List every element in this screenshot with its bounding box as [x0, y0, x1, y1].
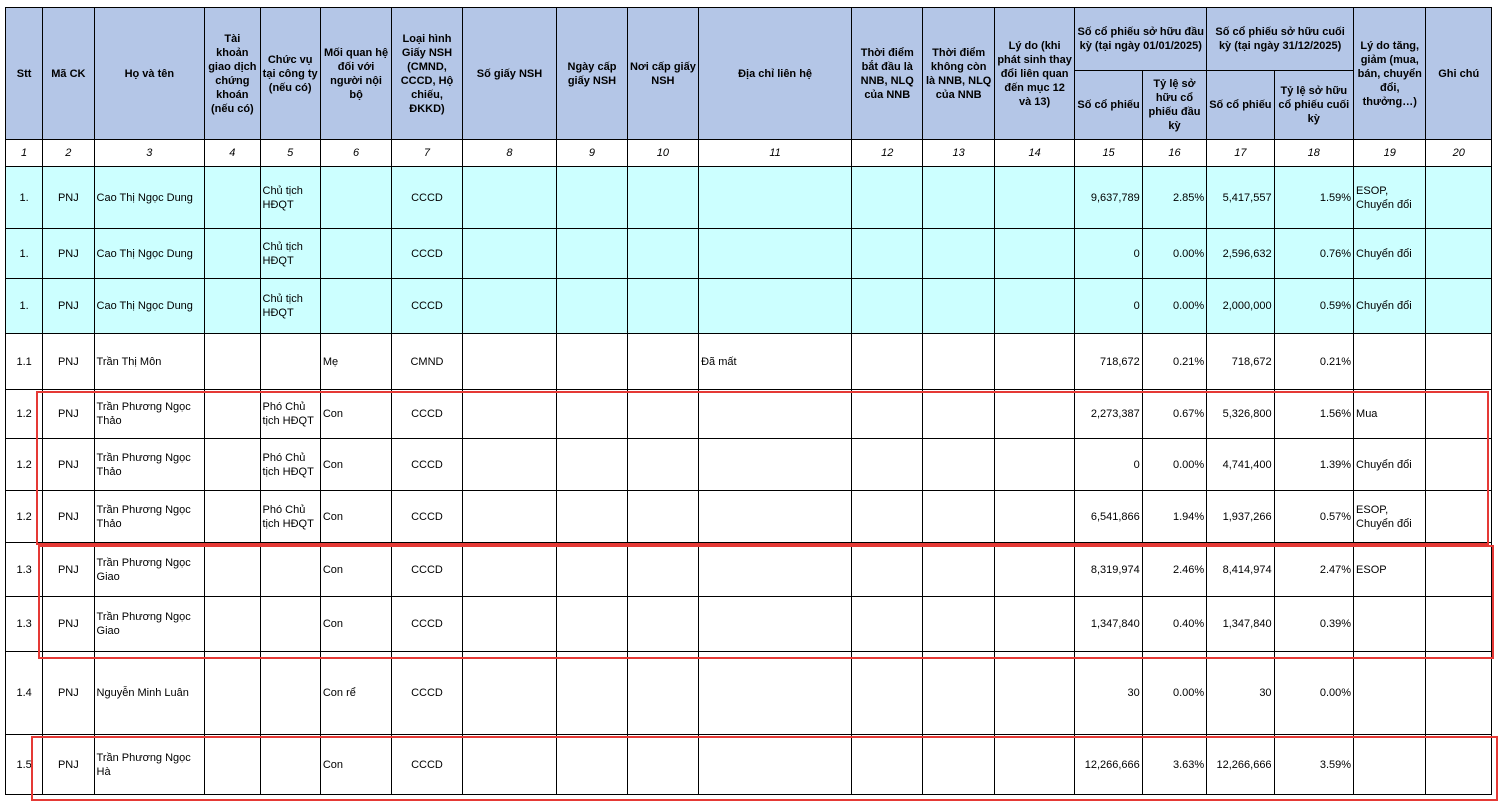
cell-stt: 1. — [6, 229, 43, 279]
cell-tl-dau: 2.46% — [1142, 543, 1206, 597]
cell-kc — [923, 390, 994, 439]
cell-ten: Trần Phương Ngọc Thảo — [94, 439, 205, 491]
cell-lydo — [1354, 735, 1426, 795]
cell-tl-cuoi: 0.57% — [1274, 491, 1353, 543]
column-number-16: 16 — [1142, 140, 1206, 167]
header-thoi-diem-khong-con: Thời điểm không còn là NNB, NLQ của NNB — [923, 8, 994, 140]
table-row — [6, 735, 1492, 795]
cell-cp-cuoi: 30 — [1207, 652, 1274, 735]
header-ho-ten: Họ và tên — [94, 8, 205, 140]
cell-lydo14 — [994, 229, 1074, 279]
cell-lydo: Chuyển đổi — [1354, 229, 1426, 279]
cell-bd — [852, 735, 923, 795]
table-row — [6, 279, 1492, 334]
cell-chucvu — [260, 652, 320, 735]
cell-chucvu — [260, 334, 320, 390]
cell-tl-cuoi: 2.47% — [1274, 543, 1353, 597]
cell-lydo: ESOP, Chuyển đổi — [1354, 167, 1426, 229]
cell-diachi — [699, 279, 852, 334]
cell-ten: Cao Thị Ngọc Dung — [94, 167, 205, 229]
cell-tk — [205, 334, 260, 390]
cell-ghichu — [1426, 439, 1492, 491]
cell-so — [462, 390, 557, 439]
cell-tl-cuoi: 0.59% — [1274, 279, 1353, 334]
column-number-8: 8 — [462, 140, 557, 167]
cell-so — [462, 597, 557, 652]
cell-lydo: Chuyển đổi — [1354, 279, 1426, 334]
cell-cp-dau: 718,672 — [1075, 334, 1142, 390]
cell-tl-dau: 0.00% — [1142, 439, 1206, 491]
cell-lydo: Chuyển đổi — [1354, 439, 1426, 491]
cell-lydo14 — [994, 652, 1074, 735]
cell-lydo14 — [994, 597, 1074, 652]
cell-tl-dau: 1.94% — [1142, 491, 1206, 543]
cell-tl-cuoi: 1.39% — [1274, 439, 1353, 491]
column-number-5: 5 — [260, 140, 320, 167]
column-number-3: 3 — [94, 140, 205, 167]
cell-noi — [627, 652, 698, 735]
cell-quanhe: Con rể — [320, 652, 391, 735]
header-noi-cap: Nơi cấp giấy NSH — [627, 8, 698, 140]
header-so-cp-cuoi: Số cổ phiếu — [1207, 71, 1274, 140]
cell-ten: Trần Phương Ngọc Giao — [94, 543, 205, 597]
cell-ma: PNJ — [43, 167, 94, 229]
cell-lydo — [1354, 597, 1426, 652]
cell-tk — [205, 439, 260, 491]
cell-quanhe: Con — [320, 390, 391, 439]
cell-loai: CCCD — [392, 390, 462, 439]
column-number-10: 10 — [627, 140, 698, 167]
column-number-11: 11 — [699, 140, 852, 167]
cell-tk — [205, 735, 260, 795]
cell-stt: 1.3 — [6, 543, 43, 597]
cell-so — [462, 652, 557, 735]
cell-chucvu: Phó Chủ tịch HĐQT — [260, 439, 320, 491]
cell-lydo: ESOP, Chuyển đổi — [1354, 491, 1426, 543]
cell-cp-cuoi: 718,672 — [1207, 334, 1274, 390]
cell-lydo: ESOP — [1354, 543, 1426, 597]
header-dia-chi: Địa chỉ liên hệ — [699, 8, 852, 140]
header-so-cp-dau: Số cổ phiếu — [1075, 71, 1142, 140]
cell-stt: 1. — [6, 279, 43, 334]
cell-tk — [205, 390, 260, 439]
cell-noi — [627, 167, 698, 229]
cell-cp-cuoi: 2,000,000 — [1207, 279, 1274, 334]
cell-cp-dau: 0 — [1075, 279, 1142, 334]
cell-so — [462, 229, 557, 279]
cell-tl-dau: 3.63% — [1142, 735, 1206, 795]
cell-ma: PNJ — [43, 543, 94, 597]
cell-so — [462, 167, 557, 229]
cell-cp-dau: 0 — [1075, 229, 1142, 279]
cell-quanhe: Con — [320, 543, 391, 597]
cell-noi — [627, 597, 698, 652]
cell-lydo14 — [994, 491, 1074, 543]
cell-diachi — [699, 543, 852, 597]
cell-tl-dau: 0.00% — [1142, 229, 1206, 279]
cell-lydo14 — [994, 390, 1074, 439]
cell-loai: CCCD — [392, 543, 462, 597]
cell-cp-dau: 0 — [1075, 439, 1142, 491]
column-number-17: 17 — [1207, 140, 1274, 167]
cell-quanhe: Con — [320, 597, 391, 652]
table-row — [6, 439, 1492, 491]
cell-cp-dau: 1,347,840 — [1075, 597, 1142, 652]
header-dau-ky-group: Số cổ phiếu sở hữu đầu kỳ (tại ngày 01/01/2025) — [1075, 8, 1207, 71]
cell-tl-cuoi: 3.59% — [1274, 735, 1353, 795]
cell-ngay — [557, 229, 627, 279]
cell-noi — [627, 279, 698, 334]
cell-tk — [205, 652, 260, 735]
cell-tl-dau: 0.40% — [1142, 597, 1206, 652]
cell-ten: Trần Phương Ngọc Thảo — [94, 491, 205, 543]
cell-kc — [923, 543, 994, 597]
cell-chucvu — [260, 735, 320, 795]
cell-loai: CCCD — [392, 735, 462, 795]
cell-diachi — [699, 652, 852, 735]
cell-bd — [852, 229, 923, 279]
cell-diachi — [699, 167, 852, 229]
cell-ngay — [557, 334, 627, 390]
cell-stt: 1.4 — [6, 652, 43, 735]
cell-ghichu — [1426, 735, 1492, 795]
cell-diachi — [699, 735, 852, 795]
column-number-7: 7 — [392, 140, 462, 167]
cell-diachi — [699, 439, 852, 491]
cell-lydo14 — [994, 279, 1074, 334]
cell-ngay — [557, 390, 627, 439]
cell-ma: PNJ — [43, 491, 94, 543]
table-row — [6, 334, 1492, 390]
cell-bd — [852, 279, 923, 334]
cell-ngay — [557, 491, 627, 543]
cell-quanhe — [320, 279, 391, 334]
cell-stt: 1.5 — [6, 735, 43, 795]
cell-stt: 1.2 — [6, 390, 43, 439]
cell-tk — [205, 279, 260, 334]
table-row — [6, 390, 1492, 439]
cell-cp-cuoi: 1,347,840 — [1207, 597, 1274, 652]
cell-tl-dau: 0.21% — [1142, 334, 1206, 390]
cell-loai: CCCD — [392, 652, 462, 735]
cell-lydo — [1354, 652, 1426, 735]
header-ly-do-phat-sinh: Lý do (khi phát sinh thay đổi liên quan đến mục 12 và 13) — [994, 8, 1074, 140]
cell-ten: Cao Thị Ngọc Dung — [94, 279, 205, 334]
cell-cp-cuoi: 12,266,666 — [1207, 735, 1274, 795]
header-row — [6, 8, 1492, 71]
header-stt: Stt — [6, 8, 43, 140]
cell-tl-dau: 0.00% — [1142, 652, 1206, 735]
cell-cp-cuoi: 5,326,800 — [1207, 390, 1274, 439]
cell-kc — [923, 652, 994, 735]
cell-tl-dau: 2.85% — [1142, 167, 1206, 229]
cell-tl-cuoi: 0.76% — [1274, 229, 1353, 279]
cell-ma: PNJ — [43, 652, 94, 735]
table-row — [6, 652, 1492, 735]
cell-chucvu — [260, 543, 320, 597]
cell-ten: Nguyễn Minh Luân — [94, 652, 205, 735]
cell-kc — [923, 439, 994, 491]
cell-ngay — [557, 735, 627, 795]
cell-ma: PNJ — [43, 279, 94, 334]
cell-ghichu — [1426, 229, 1492, 279]
cell-ghichu — [1426, 334, 1492, 390]
cell-so — [462, 491, 557, 543]
header-cuoi-ky-group: Số cổ phiếu sở hữu cuối kỳ (tại ngày 31/12/2025) — [1207, 8, 1354, 71]
cell-ngay — [557, 652, 627, 735]
cell-so — [462, 334, 557, 390]
cell-ma: PNJ — [43, 229, 94, 279]
header-ty-le-dau: Tỷ lệ sở hữu cổ phiếu đầu kỳ — [1142, 71, 1206, 140]
cell-noi — [627, 334, 698, 390]
cell-kc — [923, 167, 994, 229]
cell-tk — [205, 167, 260, 229]
cell-ngay — [557, 439, 627, 491]
cell-quanhe — [320, 229, 391, 279]
column-number-14: 14 — [994, 140, 1074, 167]
cell-noi — [627, 229, 698, 279]
cell-diachi — [699, 390, 852, 439]
column-number-13: 13 — [923, 140, 994, 167]
cell-cp-dau: 2,273,387 — [1075, 390, 1142, 439]
column-number-4: 4 — [205, 140, 260, 167]
cell-tl-cuoi: 0.00% — [1274, 652, 1353, 735]
cell-chucvu — [260, 597, 320, 652]
cell-quanhe: Con — [320, 439, 391, 491]
table-row — [6, 167, 1492, 229]
cell-kc — [923, 334, 994, 390]
cell-ma: PNJ — [43, 735, 94, 795]
cell-quanhe — [320, 167, 391, 229]
cell-ten: Trần Thị Môn — [94, 334, 205, 390]
cell-lydo14 — [994, 543, 1074, 597]
cell-noi — [627, 390, 698, 439]
cell-so — [462, 543, 557, 597]
insider-shareholding-table — [5, 7, 1492, 795]
cell-kc — [923, 491, 994, 543]
table-row — [6, 543, 1492, 597]
cell-cp-dau: 6,541,866 — [1075, 491, 1142, 543]
header-thoi-diem-bat-dau: Thời điểm bắt đầu là NNB, NLQ của NNB — [852, 8, 923, 140]
cell-noi — [627, 439, 698, 491]
cell-kc — [923, 735, 994, 795]
cell-ghichu — [1426, 279, 1492, 334]
cell-tk — [205, 229, 260, 279]
cell-ngay — [557, 543, 627, 597]
cell-bd — [852, 597, 923, 652]
cell-loai: CCCD — [392, 279, 462, 334]
cell-bd — [852, 491, 923, 543]
cell-lydo: Mua — [1354, 390, 1426, 439]
cell-ngay — [557, 167, 627, 229]
column-number-12: 12 — [852, 140, 923, 167]
cell-tk — [205, 491, 260, 543]
cell-ghichu — [1426, 543, 1492, 597]
cell-noi — [627, 491, 698, 543]
cell-stt: 1.2 — [6, 439, 43, 491]
header-ty-le-cuoi: Tỷ lệ sở hữu cổ phiếu cuối kỳ — [1274, 71, 1353, 140]
cell-lydo14 — [994, 334, 1074, 390]
header-so-giay: Số giấy NSH — [462, 8, 557, 140]
cell-chucvu: Phó Chủ tịch HĐQT — [260, 390, 320, 439]
header-ghi-chu: Ghi chú — [1426, 8, 1492, 140]
cell-chucvu: Chủ tịch HĐQT — [260, 167, 320, 229]
cell-loai: CCCD — [392, 597, 462, 652]
cell-bd — [852, 543, 923, 597]
cell-bd — [852, 334, 923, 390]
header-ngay-cap: Ngày cấp giấy NSH — [557, 8, 627, 140]
cell-cp-cuoi: 8,414,974 — [1207, 543, 1274, 597]
table-body — [6, 140, 1492, 795]
cell-bd — [852, 167, 923, 229]
cell-chucvu: Chủ tịch HĐQT — [260, 279, 320, 334]
cell-diachi — [699, 597, 852, 652]
cell-ten: Trần Phương Ngọc Thảo — [94, 390, 205, 439]
cell-ghichu — [1426, 597, 1492, 652]
cell-tl-dau: 0.00% — [1142, 279, 1206, 334]
cell-tk — [205, 543, 260, 597]
cell-ma: PNJ — [43, 439, 94, 491]
header-tai-khoan: Tài khoản giao dịch chứng khoán (nếu có) — [205, 8, 260, 140]
cell-ghichu — [1426, 390, 1492, 439]
cell-tl-cuoi: 0.21% — [1274, 334, 1353, 390]
header-ma-ck: Mã CK — [43, 8, 94, 140]
cell-bd — [852, 390, 923, 439]
column-number-9: 9 — [557, 140, 627, 167]
cell-ma: PNJ — [43, 597, 94, 652]
cell-stt: 1.3 — [6, 597, 43, 652]
cell-kc — [923, 279, 994, 334]
cell-chucvu: Phó Chủ tịch HĐQT — [260, 491, 320, 543]
cell-kc — [923, 597, 994, 652]
cell-so — [462, 439, 557, 491]
cell-stt: 1.1 — [6, 334, 43, 390]
column-number-20: 20 — [1426, 140, 1492, 167]
cell-cp-cuoi: 1,937,266 — [1207, 491, 1274, 543]
cell-ghichu — [1426, 491, 1492, 543]
header-moi-quan-he: Mối quan hệ đối với người nội bộ — [320, 8, 391, 140]
cell-diachi — [699, 491, 852, 543]
cell-stt: 1.2 — [6, 491, 43, 543]
table-row — [6, 229, 1492, 279]
cell-ma: PNJ — [43, 334, 94, 390]
cell-tk — [205, 597, 260, 652]
cell-diachi — [699, 229, 852, 279]
column-number-15: 15 — [1075, 140, 1142, 167]
column-number-1: 1 — [6, 140, 43, 167]
cell-ten: Trần Phương Ngọc Hà — [94, 735, 205, 795]
column-number-2: 2 — [43, 140, 94, 167]
cell-cp-cuoi: 4,741,400 — [1207, 439, 1274, 491]
header-chuc-vu: Chức vụ tại công ty (nếu có) — [260, 8, 320, 140]
cell-bd — [852, 652, 923, 735]
cell-ten: Cao Thị Ngọc Dung — [94, 229, 205, 279]
cell-so — [462, 735, 557, 795]
cell-tl-cuoi: 1.59% — [1274, 167, 1353, 229]
cell-loai: CCCD — [392, 491, 462, 543]
table-row — [6, 597, 1492, 652]
cell-kc — [923, 229, 994, 279]
cell-so — [462, 279, 557, 334]
cell-diachi: Đã mất — [699, 334, 852, 390]
cell-lydo14 — [994, 167, 1074, 229]
cell-tl-cuoi: 1.56% — [1274, 390, 1353, 439]
header-loai-hinh: Loại hình Giấy NSH (CMND, CCCD, Hộ chiếu, ĐKKD) — [392, 8, 462, 140]
cell-cp-dau: 8,319,974 — [1075, 543, 1142, 597]
cell-loai: CCCD — [392, 439, 462, 491]
cell-loai: CCCD — [392, 167, 462, 229]
cell-ngay — [557, 279, 627, 334]
cell-quanhe: Con — [320, 491, 391, 543]
column-number-row — [6, 140, 1492, 167]
cell-quanhe: Mẹ — [320, 334, 391, 390]
cell-noi — [627, 543, 698, 597]
table-row — [6, 491, 1492, 543]
cell-ghichu — [1426, 652, 1492, 735]
cell-lydo — [1354, 334, 1426, 390]
cell-ten: Trần Phương Ngọc Giao — [94, 597, 205, 652]
cell-lydo14 — [994, 439, 1074, 491]
column-number-18: 18 — [1274, 140, 1353, 167]
cell-cp-dau: 12,266,666 — [1075, 735, 1142, 795]
cell-noi — [627, 735, 698, 795]
cell-ma: PNJ — [43, 390, 94, 439]
cell-cp-dau: 9,637,789 — [1075, 167, 1142, 229]
cell-tl-dau: 0.67% — [1142, 390, 1206, 439]
column-number-19: 19 — [1354, 140, 1426, 167]
column-number-6: 6 — [320, 140, 391, 167]
cell-ngay — [557, 597, 627, 652]
cell-quanhe: Con — [320, 735, 391, 795]
cell-stt: 1. — [6, 167, 43, 229]
cell-bd — [852, 439, 923, 491]
cell-cp-cuoi: 2,596,632 — [1207, 229, 1274, 279]
cell-loai: CMND — [392, 334, 462, 390]
cell-lydo14 — [994, 735, 1074, 795]
cell-ghichu — [1426, 167, 1492, 229]
header-ly-do-tang-giam: Lý do tăng, giảm (mua, bán, chuyển đổi, thưởng…) — [1354, 8, 1426, 140]
cell-loai: CCCD — [392, 229, 462, 279]
cell-tl-cuoi: 0.39% — [1274, 597, 1353, 652]
cell-cp-cuoi: 5,417,557 — [1207, 167, 1274, 229]
cell-cp-dau: 30 — [1075, 652, 1142, 735]
cell-chucvu: Chủ tịch HĐQT — [260, 229, 320, 279]
